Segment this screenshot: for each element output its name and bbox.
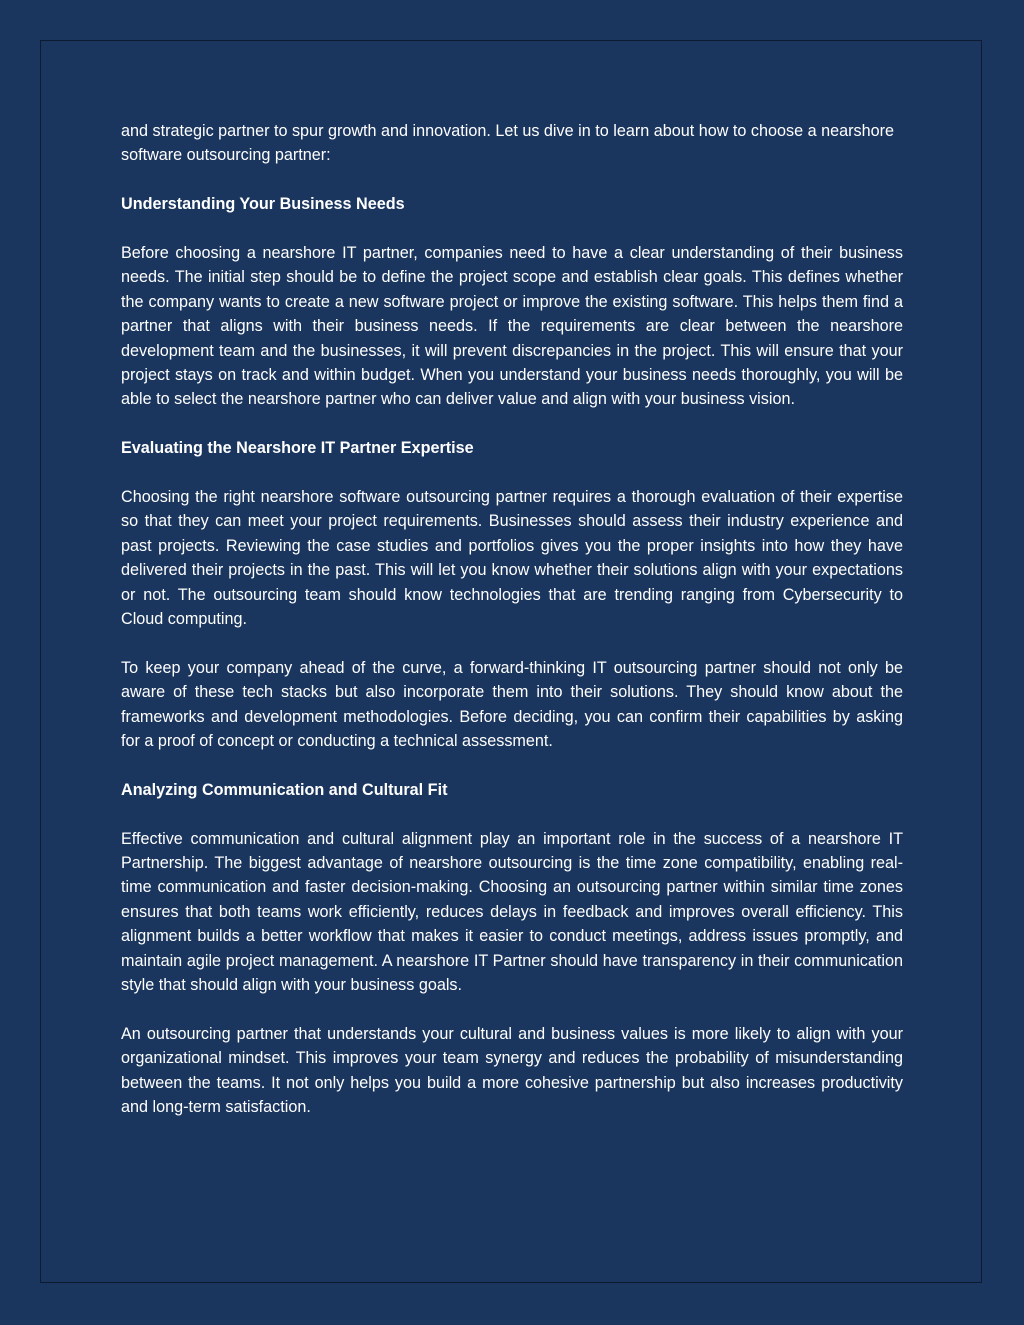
body-paragraph: Before choosing a nearshore IT partner, companies need to have a clear understanding of their business needs. The initial step should be to define the project scope and establish clear goals. This defines whether the company wants to create a new software project or improve the existing software. This helps them find a partner that aligns with their business needs. If the requirements are clear between the nearshore development team and the businesses, it will prevent discrepancies in the project. This will ensure that your project stays on track and within budget. When you understand your business needs thoroughly, you will be able to select the nearshore partner who can deliver value and align with your business vision.: [121, 244, 903, 409]
body-paragraph: Choosing the right nearshore software outsourcing partner requires a thorough evaluation of their expertise so that they can meet your project requirements. Businesses should assess their industry experience and past projects. Reviewing the case studies and portfolios gives you the proper insights into how they have delivered their projects in the past. This will let you know whether their solutions align with your expectations or not. The outsourcing team should know technologies that are trending ranging from Cybersecurity to Cloud computing.: [121, 488, 903, 629]
section-heading: Understanding Your Business Needs: [121, 195, 405, 214]
document-body: [121, 119, 903, 1144]
section-heading: Evaluating the Nearshore IT Partner Expertise: [121, 439, 474, 458]
section-heading: Analyzing Communication and Cultural Fit: [121, 780, 448, 799]
intro-paragraph: and strategic partner to spur growth and innovation. Let us dive in to learn about how to choose a nearshore software outsourcing partner:: [121, 122, 894, 165]
body-paragraph: An outsourcing partner that understands your cultural and business values is more likely to align with your organizational mindset. This improves your team synergy and reduces the probability of misunderstanding between the teams. It not only helps you build a more cohesive partnership but also increases productivity and long-term satisfaction.: [121, 1024, 903, 1117]
body-paragraph: To keep your company ahead of the curve, a forward-thinking IT outsourcing partner should not only be aware of these tech stacks but also incorporate them into their solutions. They should know about the frameworks and development methodologies. Before deciding, you can confirm their capabilities by asking for a proof of concept or conducting a technical assessment.: [121, 658, 903, 751]
body-paragraph: Effective communication and cultural alignment play an important role in the success of a nearshore IT Partnership. The biggest advantage of nearshore outsourcing is the time zone compatibility, enabling real-time communication and faster decision-making. Choosing an outsourcing partner within similar time zones ensures that both teams work efficiently, reduces delays in feedback and improves overall efficiency. This alignment builds a better workflow that makes it easier to conduct meetings, address issues promptly, and maintain agile project management. A nearshore IT Partner should have transparency in their communication style that should align with your business goals.: [121, 829, 903, 995]
